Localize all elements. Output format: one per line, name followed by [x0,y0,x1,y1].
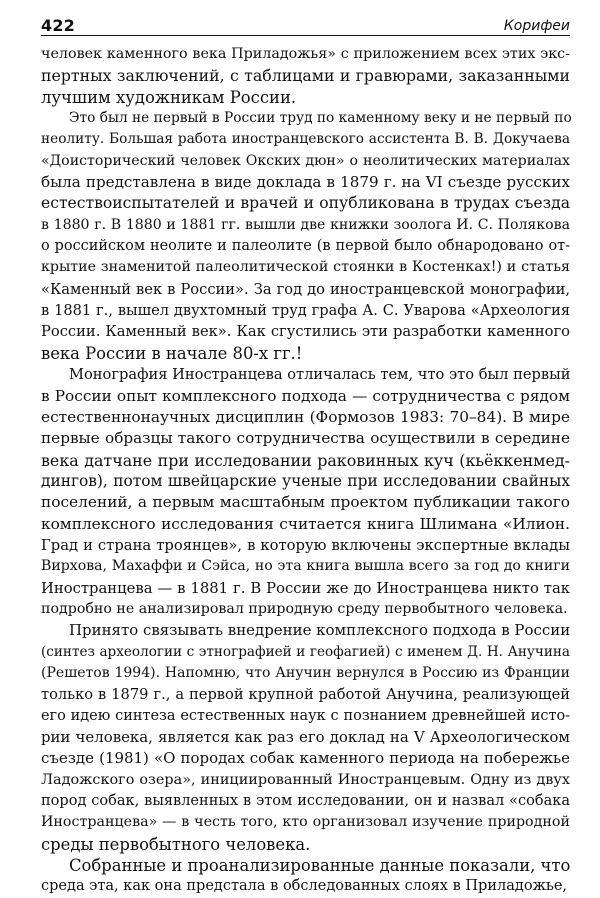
text-line: среды первобытного человека. [41,834,311,854]
paragraph [41,108,570,364]
text-line: лучшим художникам России. [41,87,297,107]
text-line: Ладожского озера», инициированный Иностранцевым. Одну из двух [41,771,570,788]
paragraph [41,855,570,898]
text-line: первые образцы такого сотрудничества осуществили в середине [41,429,570,448]
header-rule [41,35,570,37]
body-text [41,44,570,898]
text-line: (синтез археологии с этнографией и геофагией) с именем Д. Н. Анучина [41,643,570,660]
text-line: съезде (1981) «О породах собак каменного периода на побережье [41,749,570,768]
text-line: естественнонаучных дисциплин (Формозов 1983: 70–84). В мире [41,407,570,426]
text-line: среда эта, как она предстала в обследованных слоях в Приладожье, [41,878,568,895]
paragraph [41,364,570,620]
text-line: века России в начале 80-х гг.! [41,343,303,363]
text-line: крытие знаменитой палеолитической стоянки в Костенках!) и статья [41,259,570,276]
text-line: Монография Иностранцева отличалась тем, что это был первый [69,366,571,384]
page-header [41,10,570,38]
text-line: в 1881 г., вышел двухтомный труд графа А. С. Уварова «Археология [41,302,570,320]
text-line: Принято связывать внедрение комплексного подхода в России [69,621,571,640]
text-line: естествоиспытателей и врачей и опубликована в трудах съезда [41,194,570,213]
text-line: рии человека, является как раз его доклад на V Археологическом [41,728,570,746]
text-line: Иностранцева» — в честь того, кто организовал изучение природной [41,814,570,831]
text-line: Вирхова, Махаффи и Сэйса, но эта книга вышла всего за год до книги [41,558,570,575]
text-line: в России опыт комплексного подхода — сотрудничества с рядом [41,386,570,405]
text-line: «Каменный век в России». За год до иностранцевской монографии, [41,280,570,298]
text-line: неолиту. Большая работа иностранцевского ассистента В. В. Докучаева [41,131,570,148]
paragraph [41,620,570,855]
text-line: века датчане при исследовании раковинных куч (кьёккенмед- [41,450,570,470]
text-line: о российском неолите и палеолите (в первой было обнародовано от- [41,238,570,255]
text-line: его идею синтеза естественных наук с познанием древнейшей исто- [41,707,570,724]
text-line: человек каменного века Приладожья» с приложением всех этих экс- [41,46,570,62]
text-line: пертных заключений, с таблицами и гравюрами, заказанными [41,66,570,86]
text-line: Иностранцева — в 1881 г. В России же до Иностранцева никто так [41,579,570,597]
text-line: только в 1879 г., а первой крупной работой Анучина, реализующей [41,686,570,704]
text-line: Град и страна троянцев», в которую включены экспертные вклады [41,536,570,554]
text-line: «Доисторический человек Окских дюн» о неолитических материалах [41,152,570,169]
text-line: комплексного исследования считается книга Шлимана «Илион. [41,514,570,533]
text-line: в 1880 г. В 1880 и 1881 гг. вышли две книжки зоолога И. С. Полякова [41,216,570,233]
text-line: поселений, а первым масштабным проектом публикации такого [41,493,570,512]
text-line: России. Каменный век». Как сгустились эти разработки каменного [41,323,570,341]
text-line: пород собак, выявленных в этом исследовании, он и назвал «собака [41,793,570,810]
page-number: 422 [41,16,75,35]
text-line: Собранные и проанализированные данные показали, что [69,856,571,876]
text-line: подробно не анализировал природную среду первобытного человека. [41,600,568,617]
text-line: Это был не первый в России труд по каменному веку и не первый по [69,110,572,127]
text-line: дингов), потом швейцарские ученые при исследовании свайных [41,471,570,490]
paragraph [41,44,570,108]
text-line: была представлена в виде доклада в 1879 г. на VI съезде русских [41,173,570,192]
running-title: Корифеи [503,18,570,34]
text-line: (Решетов 1994). Напомню, что Анучин вернулся в Россию из Франции [41,664,570,681]
